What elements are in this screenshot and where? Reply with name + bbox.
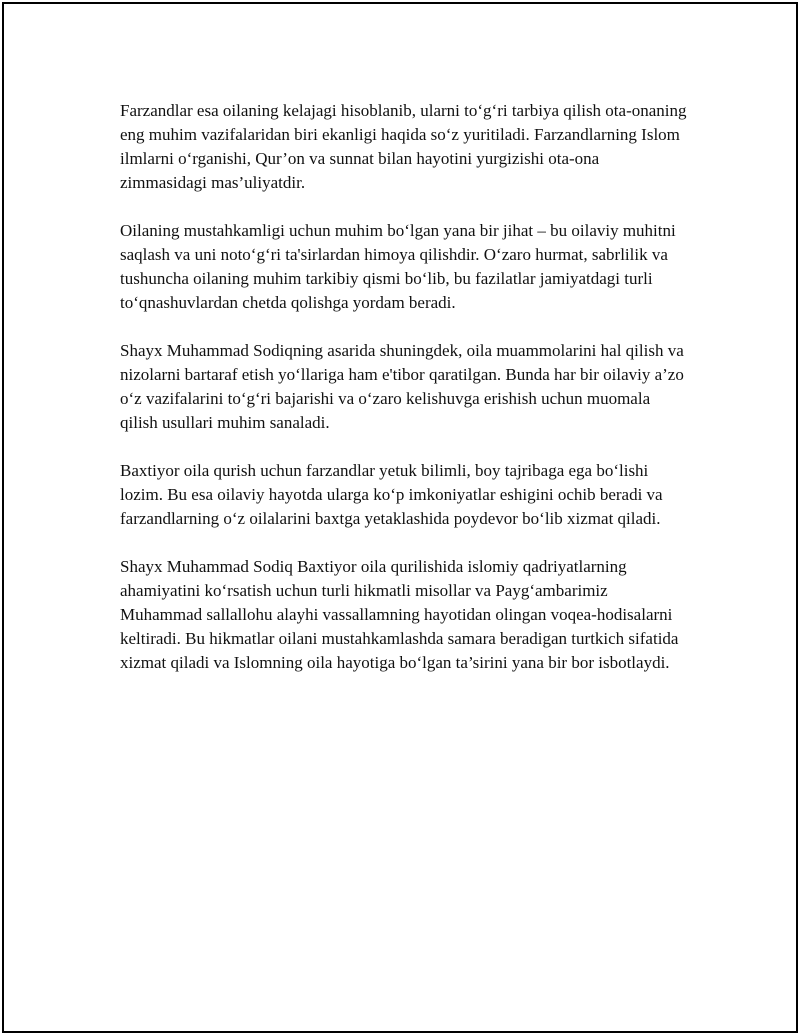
paragraph-4: Baxtiyor oila qurish uchun farzandlar yetuk bilimli, boy tajribaga ega bo‘lishi lozim. Bu esa oilaviy hayotda ularga ko‘p imkoniyatlar eshigini ochib beradi va farzandlarning o‘z oilalarini baxtga yetaklashida poydevor bo‘lib xizmat qiladi. (120, 461, 663, 528)
paragraph-3: Shayx Muhammad Sodiqning asarida shuningdek, oila muammolarini hal qilish va nizolarni bartaraf etish yo‘llariga ham e'tibor qaratilgan. Bunda har bir oilaviy a’zo o‘z vazifalarini to‘g‘ri bajarishi va o‘zaro kelishuvga erishish uchun muomala qilish usullari muhim sanaladi. (120, 341, 684, 432)
paragraph-2: Oilaning mustahkamligi uchun muhim bo‘lgan yana bir jihat – bu oilaviy muhitni saqlash va uni noto‘g‘ri ta'sirlardan himoya qilishdir. O‘zaro hurmat, sabrlilik va tushuncha oilaning muhim tarkibiy qismi bo‘lib, bu fazilatlar jamiyatdagi turli to‘qnashuvlardan chetda qolishga yordam beradi. (120, 221, 676, 312)
document-body (120, 99, 690, 699)
document-page (2, 2, 798, 1033)
paragraph-5: Shayx Muhammad Sodiq Baxtiyor oila qurilishida islomiy qadriyatlarning ahamiyatini ko‘rsatish uchun turli hikmatli misollar va Payg‘ambarimiz Muhammad sallallohu alayhi vassallamning hayotidan olingan voqea-hodisalarni keltiradi. Bu hikmatlar oilani mustahkamlashda samara beradigan turtkich sifatida xizmat qiladi va Islomning oila hayotiga bo‘lgan ta’sirini yana bir bor isbotlaydi. (120, 557, 679, 672)
paragraph-1: Farzandlar esa oilaning kelajagi hisoblanib, ularni to‘g‘ri tarbiya qilish ota-onaning eng muhim vazifalaridan biri ekanligi haqida so‘z yuritiladi. Farzandlarning Islom ilmlarni o‘rganishi, Qur’on va sunnat bilan hayotini yurgizishi ota-ona zimmasidagi mas’uliyatdir. (120, 101, 687, 192)
